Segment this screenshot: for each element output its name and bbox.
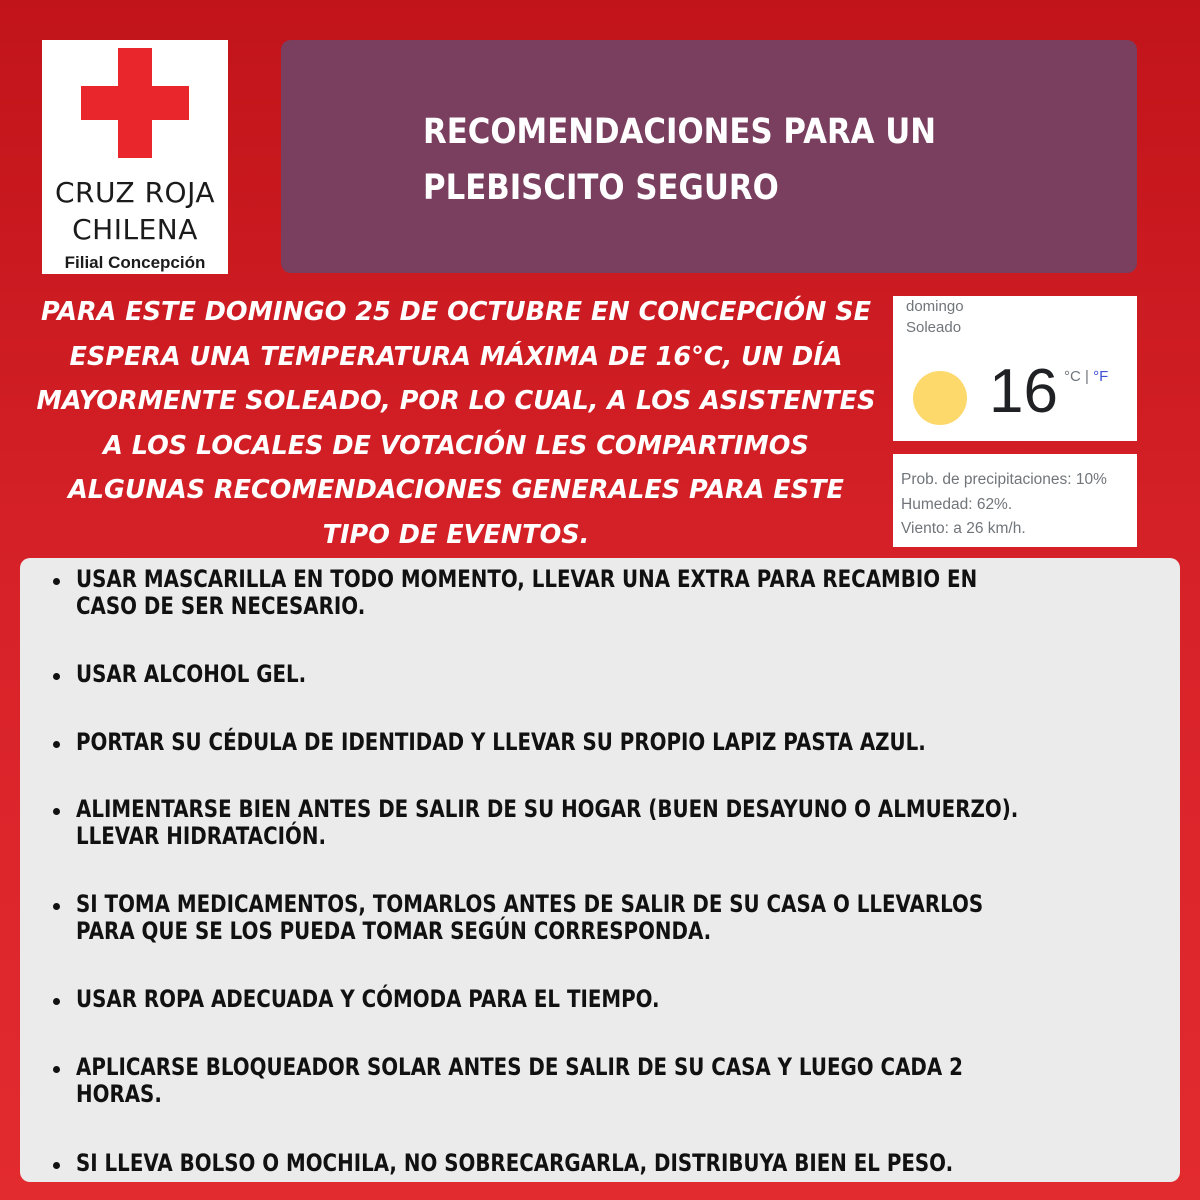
recommendation-line: SI LLEVA BOLSO O MOCHILA, NO SOBRECARGARLA, DISTRIBUYA BIEN EL PESO. [76, 1149, 954, 1177]
sun-icon [913, 371, 967, 425]
recommendation-line: USAR ALCOHOL GEL. [76, 660, 307, 688]
bullet-icon [53, 1066, 60, 1073]
weather-temperature: 16 [989, 357, 1058, 426]
bullet-icon [53, 741, 60, 748]
recommendation-line: USAR ROPA ADECUADA Y CÓMODA PARA EL TIEMPO. [76, 985, 660, 1013]
weather-humidity: Humedad: 62%. [901, 496, 1013, 513]
logo-org-line1: CRUZ ROJA [54, 176, 215, 209]
recommendation-text [76, 1054, 1180, 1108]
recommendation-line: PORTAR SU CÉDULA DE IDENTIDAD Y LLEVAR SU PROPIO LAPIZ PASTA AZUL. [76, 728, 926, 756]
unit-fahrenheit: °F [1093, 368, 1109, 385]
recommendation-line: LLEVAR HIDRATACIÓN. [76, 822, 327, 850]
recommendation-line: USAR MASCARILLA EN TODO MOMENTO, LLEVAR UNA EXTRA PARA RECAMBIO EN [76, 565, 978, 593]
recommendation-text [76, 566, 1180, 620]
recommendation-line: HORAS. [76, 1080, 162, 1108]
recommendation-text [76, 986, 1180, 1013]
recommendations-list [20, 558, 1180, 1182]
recommendation-text [76, 1150, 1180, 1177]
bullet-icon [53, 998, 60, 1005]
intro-paragraph [26, 290, 886, 557]
title-banner [281, 40, 1137, 273]
weather-condition: Soleado [906, 319, 962, 336]
bullet-icon [53, 578, 60, 585]
intro-line: PARA ESTE DOMINGO 25 DE OCTUBRE EN CONCEPCIÓN SE [40, 297, 872, 327]
weather-details [893, 454, 1137, 547]
unit-celsius: °C [1064, 368, 1081, 385]
intro-line: ESPERA UNA TEMPERATURA MÁXIMA DE 16°C, UN DÍA [69, 341, 843, 372]
temperature-units [1064, 368, 1108, 385]
page-title-line1: RECOMENDACIONES PARA UN [423, 112, 937, 152]
recommendation-text [76, 796, 1180, 850]
bullet-icon [53, 1162, 60, 1169]
weather-widget [893, 296, 1137, 441]
logo-branch: Filial Concepción [64, 253, 206, 272]
recommendation-line: SI TOMA MEDICAMENTOS, TOMARLOS ANTES DE SALIR DE SU CASA O LLEVARLOS [76, 890, 984, 918]
intro-line: ALGUNAS RECOMENDACIONES GENERALES PARA ESTE [68, 475, 844, 505]
weather-wind: Viento: a 26 km/h. [901, 520, 1026, 537]
intro-line: TIPO DE EVENTOS. [322, 519, 590, 550]
red-cross-icon-bar [81, 86, 189, 120]
bullet-icon [53, 903, 60, 910]
recommendation-line: PARA QUE SE LOS PUEDA TOMAR SEGÚN CORRESPONDA. [76, 917, 712, 945]
recommendation-line: CASO DE SER NECESARIO. [76, 592, 366, 620]
logo-org-name [42, 174, 228, 248]
bullet-icon [53, 673, 60, 680]
page-title-line2: PLEBISCITO SEGURO [423, 168, 779, 208]
weather-precipitation: Prob. de precipitaciones: 10% [901, 471, 1107, 488]
recommendation-line: APLICARSE BLOQUEADOR SOLAR ANTES DE SALIR DE SU CASA Y LUEGO CADA 2 [76, 1053, 963, 1081]
intro-line: A LOS LOCALES DE VOTACIÓN LES COMPARTIMOS [103, 430, 809, 461]
weather-day: domingo [906, 298, 964, 315]
recommendation-line: ALIMENTARSE BIEN ANTES DE SALIR DE SU HOGAR (BUEN DESAYUNO O ALMUERZO). [76, 795, 1019, 823]
page-title [423, 104, 986, 216]
cruz-roja-logo [42, 40, 228, 274]
recommendation-text [76, 661, 1180, 688]
recommendation-text [76, 891, 1180, 945]
logo-org-line2: CHILENA [72, 213, 198, 246]
recommendation-text [76, 729, 1180, 756]
intro-line: MAYORMENTE SOLEADO, POR LO CUAL, A LOS ASISTENTES [36, 386, 876, 416]
bullet-icon [53, 808, 60, 815]
unit-separator: | [1080, 368, 1094, 385]
